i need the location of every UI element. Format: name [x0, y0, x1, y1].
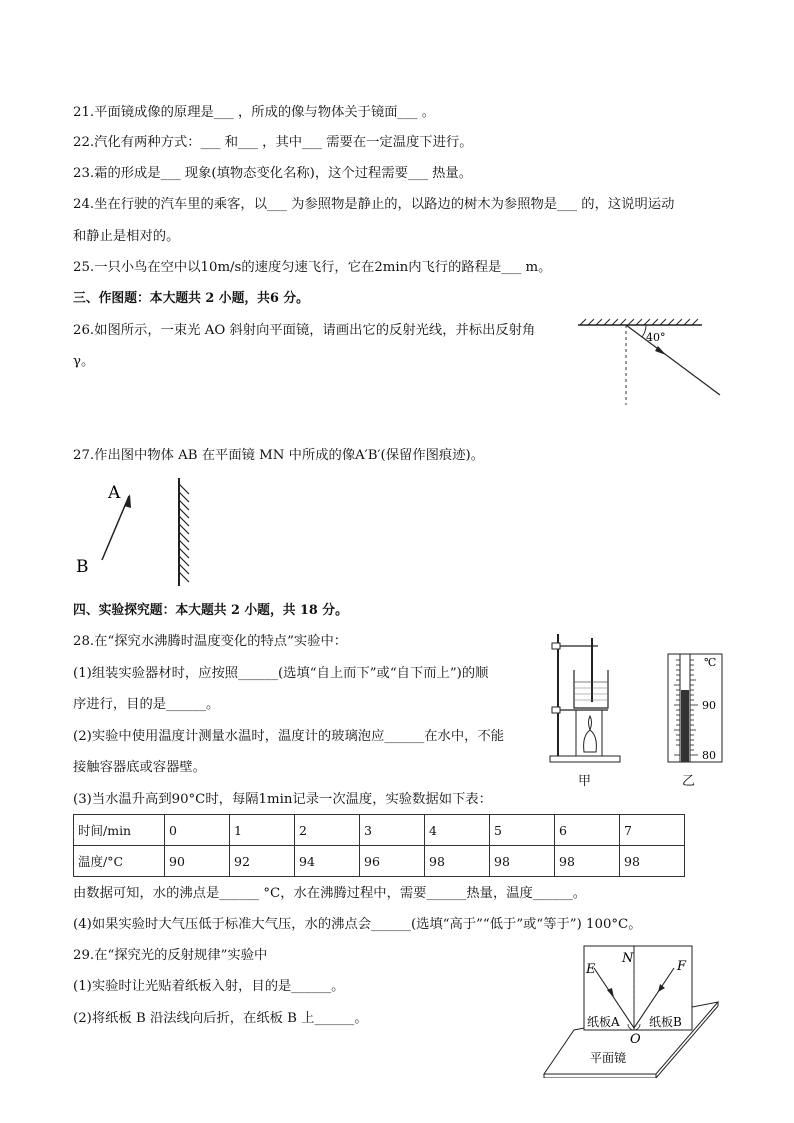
table-cell: 98	[620, 846, 685, 877]
figure-26-mirror	[570, 315, 730, 410]
question-28-4: (4)如果实验时大气压低于标准大气压，水的沸点会______(选填“高于”“低于”或“等于”) 100°C。	[73, 917, 642, 932]
question-24-line2: 和静止是相对的。	[73, 229, 180, 244]
question-28: 28.在“探究水沸腾时温度变化的特点”实验中：	[73, 634, 348, 649]
table-cell: 6	[555, 815, 620, 846]
table-cell: 0	[165, 815, 230, 846]
figure-29-reflection	[540, 942, 724, 1078]
table-cell: 4	[425, 815, 490, 846]
question-28-1-line1: (1)组装实验器材时，应按照______(选填“自上而下”或“自下而上”)的顺	[73, 666, 489, 681]
figure-29-label-n: N	[622, 951, 634, 966]
figure-29-board-b: 纸板B	[649, 1015, 682, 1029]
question-26-line2: γ。	[73, 354, 95, 369]
question-21: 21.平面镜成像的原理是___ ，所成的像与物体关于镜面___ 。	[73, 105, 436, 120]
table-cell: 3	[360, 815, 425, 846]
table-cell: 92	[230, 846, 295, 877]
question-29-1: (1)实验时让光贴着纸板入射，目的是______。	[73, 979, 345, 994]
figure-27-mirror	[70, 474, 200, 592]
question-29-2: (2)将纸板 B 沿法线向后折，在纸板 B 上______。	[73, 1011, 368, 1026]
figure-26-angle-label: 40°	[646, 331, 666, 344]
table-cell: 温度/°C	[74, 846, 165, 877]
question-29: 29.在“探究光的反射规律”实验中	[73, 948, 268, 963]
table-cell: 2	[295, 815, 360, 846]
table-cell: 90	[165, 846, 230, 877]
table-cell: 94	[295, 846, 360, 877]
table-cell: 5	[490, 815, 555, 846]
data-table	[73, 814, 685, 877]
figure-29-label-o: O	[630, 1032, 641, 1047]
section-3-heading: 三、作图题：本大题共 2 小题，共6 分。	[73, 291, 309, 306]
table-cell: 7	[620, 815, 685, 846]
thermometer-label-80: 80	[702, 749, 716, 762]
question-28-3b: 由数据可知，水的沸点是______ °C，水在沸腾过程中，需要______热量，温度______。	[73, 886, 587, 901]
question-22: 22.汽化有两种方式：___ 和___ ，其中___ 需要在一定温度下进行。	[73, 135, 473, 150]
figure-29-label-f: F	[677, 959, 687, 974]
table-cell: 1	[230, 815, 295, 846]
question-28-2-line2: 接触容器底或容器壁。	[73, 760, 206, 775]
figure-29-board-a: 纸板A	[587, 1015, 620, 1029]
table-cell: 96	[360, 846, 425, 877]
figure-28-label-jia: 甲	[578, 774, 592, 789]
question-28-2-line1: (2)实验中使用温度计测量水温时，温度计的玻璃泡应______在水中，不能	[73, 729, 505, 744]
table-cell: 时间/min	[74, 815, 165, 846]
question-23: 23.霜的形成是___ 现象(填物态变化名称)，这个过程需要___ 热量。	[73, 166, 472, 181]
table-cell: 98	[490, 846, 555, 877]
question-27: 27.作出图中物体 AB 在平面镜 MN 中所成的像A′B′(保留作图痕迹)。	[73, 448, 484, 463]
figure-27-label-b: B	[76, 557, 89, 577]
figure-27-label-a: A	[108, 483, 121, 503]
question-25: 25.一只小鸟在空中以10m/s的速度匀速飞行，它在2min内飞行的路程是___ m。	[73, 260, 552, 275]
figure-28-label-yi: 乙	[682, 774, 696, 789]
table-cell: 98	[555, 846, 620, 877]
table-row	[74, 846, 685, 877]
figure-28-apparatus	[546, 630, 626, 768]
question-28-3: (3)当水温升高到90°C时，每隔1min记录一次温度，实验数据如下表：	[73, 792, 492, 807]
figure-28-thermometer	[664, 652, 726, 764]
section-4-heading: 四、实验探究题：本大题共 2 小题，共 18 分。	[73, 603, 348, 618]
thermometer-unit: ℃	[704, 656, 717, 669]
question-28-1-line2: 序进行，目的是______。	[73, 697, 220, 712]
figure-29-label-e: E	[586, 962, 596, 977]
question-26-line1: 26.如图所示，一束光 AO 斜射向平面镜，请画出它的反射光线，并标出反射角	[73, 323, 536, 338]
table-cell: 98	[425, 846, 490, 877]
question-24-line1: 24.坐在行驶的汽车里的乘客，以___ 为参照物是静止的，以路边的树木为参照物是___ 的，这说明运动	[73, 197, 675, 212]
table-row	[74, 815, 685, 846]
figure-29-mirror-label: 平面镜	[590, 1051, 627, 1065]
thermometer-label-90: 90	[702, 699, 716, 712]
